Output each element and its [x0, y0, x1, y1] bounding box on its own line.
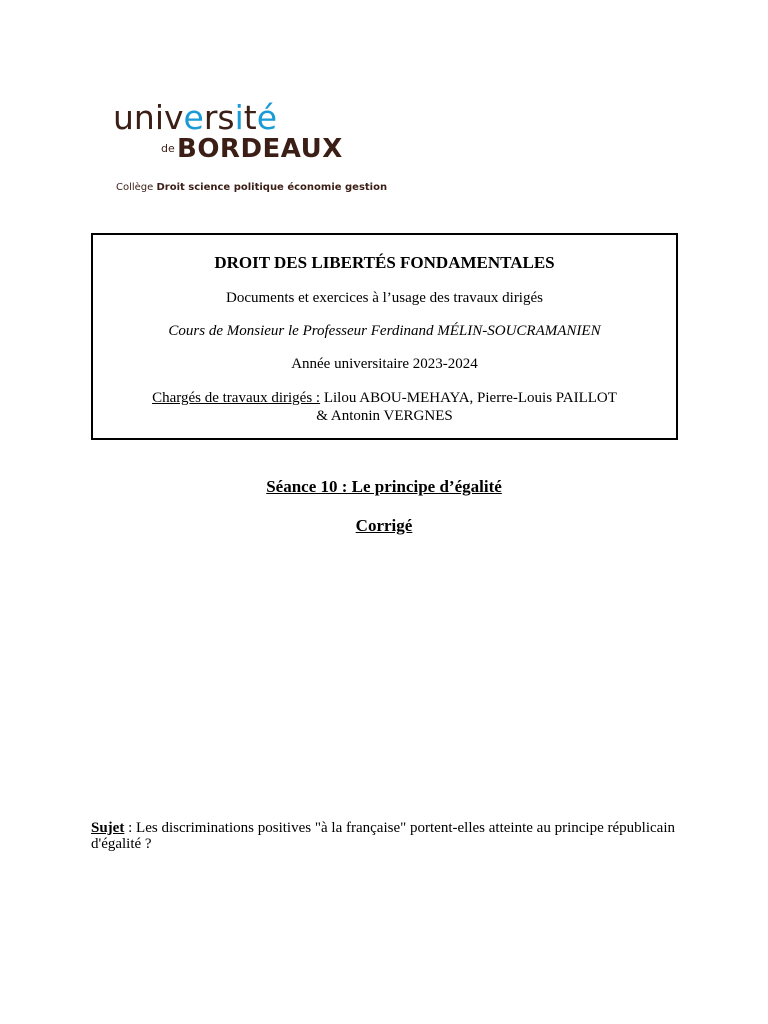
subject-label: Sujet — [91, 820, 125, 836]
logo-de: de — [161, 142, 175, 155]
subject-text: : Les discriminations positives "à la française" portent-elles atteinte au principe républicain d'égalité ? — [91, 820, 675, 852]
td-label: Chargés de travaux dirigés : — [152, 390, 321, 406]
logo-wordmark: université — [113, 98, 278, 137]
course-header-box — [91, 233, 678, 440]
td-instructors — [93, 389, 676, 425]
course-title: DROIT DES LIBERTÉS FONDAMENTALES — [214, 253, 555, 272]
td-names-line1: Lilou ABOU-MEHAYA, Pierre-Louis PAILLOT — [323, 390, 617, 406]
logo-bordeaux: BORDEAUX — [177, 134, 343, 164]
corrige-heading: Corrigé — [355, 516, 413, 535]
course-professor: Cours de Monsieur le Professeur Ferdinand MÉLIN-SOUCRAMANIEN — [168, 323, 601, 339]
session-title: Séance 10 : Le principe d’égalité — [266, 477, 502, 496]
td-names-line2: & Antonin VERGNES — [316, 408, 453, 424]
course-subtitle: Documents et exercices à l’usage des travaux dirigés — [226, 290, 543, 306]
academic-year: Année universitaire 2023-2024 — [291, 356, 478, 372]
university-logo — [113, 98, 388, 198]
logo-college-line: Collège Droit science politique économie gestion — [116, 182, 388, 193]
subject-paragraph — [91, 820, 675, 852]
